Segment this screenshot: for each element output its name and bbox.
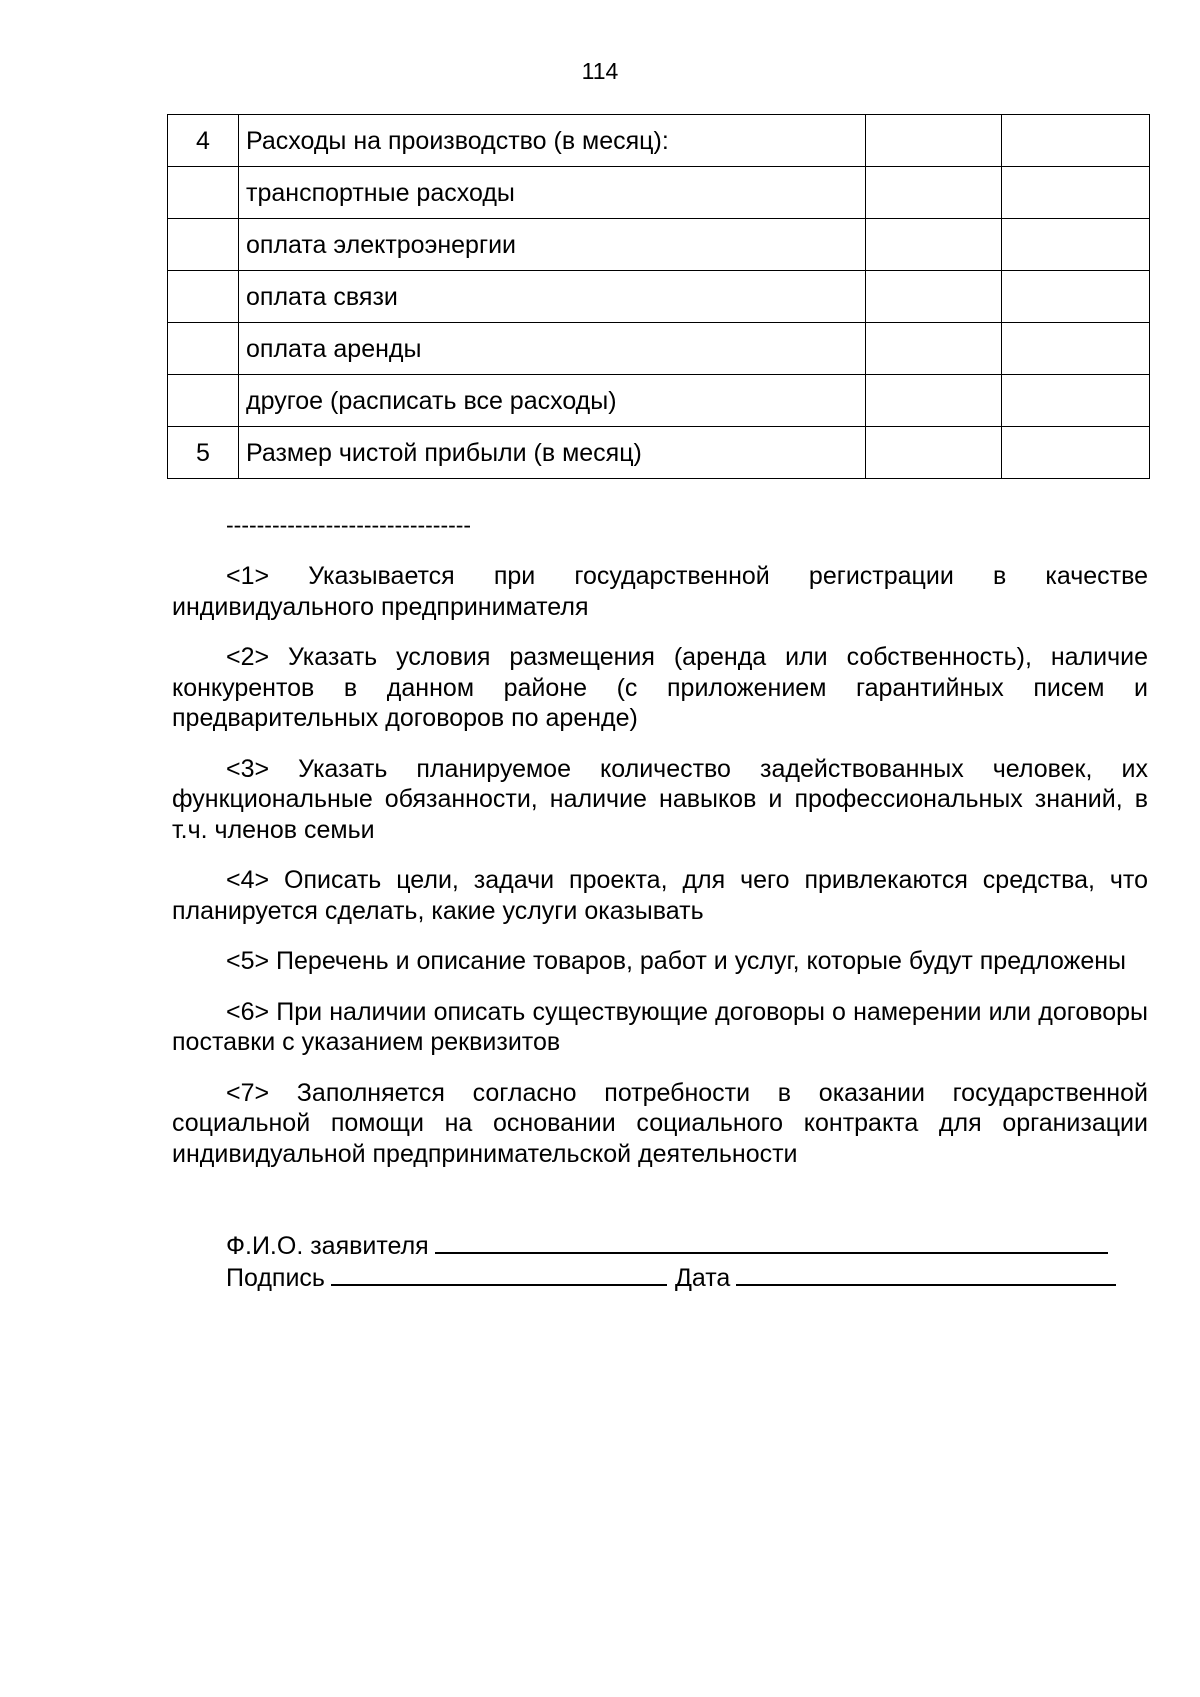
- value-cell[interactable]: [1002, 375, 1150, 427]
- row-number: [168, 167, 239, 219]
- date-line[interactable]: [736, 1260, 1116, 1286]
- footnote-6: <6> При наличии описать существующие договоры о намерении или договоры поставки с указанием реквизитов: [172, 997, 1148, 1056]
- value-cell[interactable]: [866, 115, 1002, 167]
- table-row: [168, 323, 1150, 375]
- row-number: 4: [168, 115, 239, 167]
- page-number: 114: [581, 58, 619, 84]
- footnote-7: <7> Заполняется согласно потребности в оказании государственной социальной помощи на основании социального контракта для организации индивидуальной предпринимательской деятельности: [172, 1078, 1148, 1168]
- table-row: [168, 219, 1150, 271]
- row-number: [168, 375, 239, 427]
- value-cell[interactable]: [866, 375, 1002, 427]
- row-label: другое (расписать все расходы): [239, 375, 866, 427]
- footnote-separator: --------------------------------: [226, 512, 472, 538]
- row-number: [168, 323, 239, 375]
- table-row: [168, 427, 1150, 479]
- value-cell[interactable]: [866, 323, 1002, 375]
- value-cell[interactable]: [866, 271, 1002, 323]
- footnote-4: <4> Описать цели, задачи проекта, для чего привлекаются средства, что планируется сделать, какие услуги оказывать: [172, 866, 1148, 925]
- footnote-3: <3> Указать планируемое количество задействованных человек, их функциональные обязанности, наличие навыков и профессиональных знаний, в т.ч. членов семьи: [172, 754, 1148, 844]
- row-number: 5: [168, 427, 239, 479]
- table-row: [168, 167, 1150, 219]
- value-cell[interactable]: [1002, 427, 1150, 479]
- row-label: Размер чистой прибыли (в месяц): [239, 427, 866, 479]
- row-label: оплата электроэнергии: [239, 219, 866, 271]
- table-row: [168, 115, 1150, 167]
- expenses-table: [167, 114, 1150, 479]
- value-cell[interactable]: [1002, 167, 1150, 219]
- footnote-5: <5> Перечень и описание товаров, работ и услуг, которые будут предложены: [226, 947, 1127, 975]
- value-cell[interactable]: [866, 427, 1002, 479]
- row-label: Расходы на производство (в месяц):: [239, 115, 866, 167]
- row-label: транспортные расходы: [239, 167, 866, 219]
- date-label: Дата: [674, 1264, 731, 1292]
- applicant-name-line[interactable]: [435, 1228, 1108, 1254]
- value-cell[interactable]: [866, 219, 1002, 271]
- value-cell[interactable]: [1002, 219, 1150, 271]
- row-number: [168, 219, 239, 271]
- row-number: [168, 271, 239, 323]
- row-label: оплата связи: [239, 271, 866, 323]
- signature-line[interactable]: [331, 1260, 667, 1286]
- value-cell[interactable]: [866, 167, 1002, 219]
- footnote-1: <1> Указывается при государственной регистрации в качестве индивидуального предпринимателя: [172, 562, 1148, 621]
- row-label: оплата аренды: [239, 323, 866, 375]
- table-row: [168, 375, 1150, 427]
- footnotes: [172, 561, 1148, 1189]
- footnote-2: <2> Указать условия размещения (аренда или собственность), наличие конкурентов в данном районе (с приложением гарантийных писем и предварительных договоров по аренде): [172, 643, 1148, 732]
- applicant-name-row: [226, 1228, 1108, 1261]
- value-cell[interactable]: [1002, 323, 1150, 375]
- signature-label: Подпись: [226, 1264, 325, 1292]
- value-cell[interactable]: [1002, 115, 1150, 167]
- value-cell[interactable]: [1002, 271, 1150, 323]
- table-row: [168, 271, 1150, 323]
- applicant-name-label: Ф.И.О. заявителя: [226, 1232, 429, 1260]
- signature-date-row: [226, 1260, 1116, 1293]
